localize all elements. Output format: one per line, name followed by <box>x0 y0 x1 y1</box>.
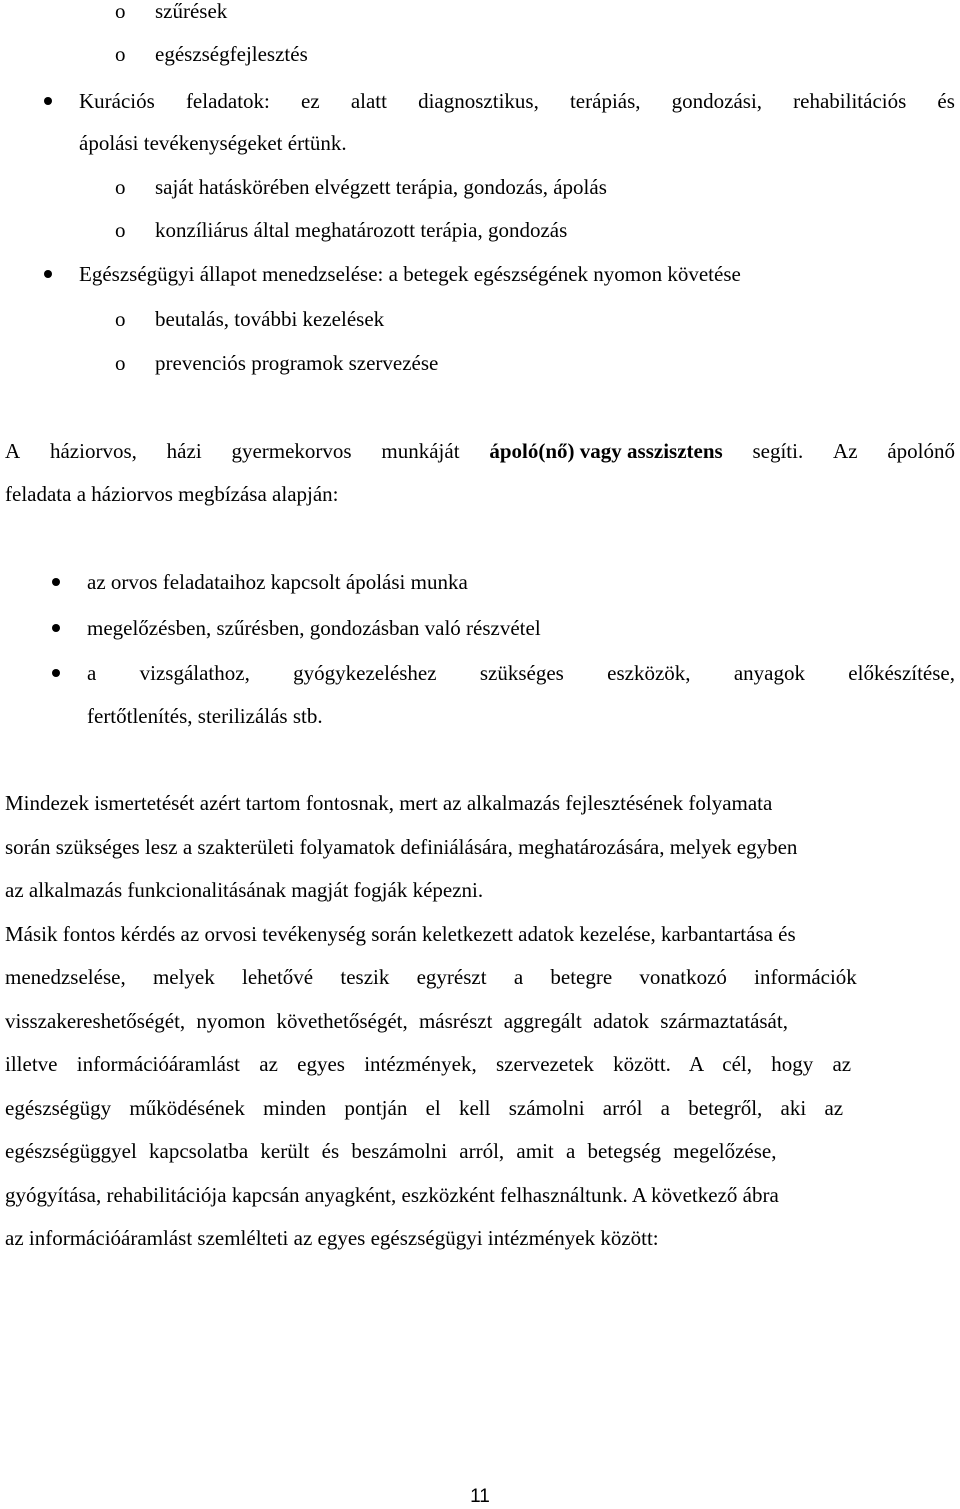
paragraph-line: illetve információáramlást az egyes intézmények, szervezetek között. A cél, hogy az <box>5 1052 852 1076</box>
bullet-icon <box>44 97 52 105</box>
paragraph-line: Mindezek ismertetését azért tartom fontosnak, mert az alkalmazás fejlesztésének folyamata <box>5 791 773 815</box>
bullet-icon <box>52 578 60 586</box>
sub-bullet-marker: o <box>115 218 126 242</box>
bullet-icon <box>52 669 60 677</box>
paragraph-line: A háziorvos, házi gyermekorvos munkáját ápoló(nő) vagy asszisztens segíti. Az ápolónő <box>5 439 955 463</box>
sub-bullet-marker: o <box>115 175 126 199</box>
paragraph-line: az információáramlást szemlélteti az egyes egészségügyi intézmények között: <box>5 1226 659 1250</box>
list-item-text: saját hatáskörében elvégzett terápia, gondozás, ápolás <box>155 175 607 199</box>
list-item-text: konzíliárus által meghatározott terápia, gondozás <box>155 218 568 242</box>
list-item-text: prevenciós programok szervezése <box>155 351 439 375</box>
list-item-text: beutalás, további kezelések <box>155 307 385 331</box>
paragraph-line: az alkalmazás funkcionalitásának magját fogják képezni. <box>5 878 484 902</box>
page-number: 11 <box>470 1486 490 1507</box>
sub-bullet-marker: o <box>115 351 126 375</box>
sub-bullet-marker: o <box>115 42 126 66</box>
bullet-icon <box>44 270 52 278</box>
list-item-text: szűrések <box>155 0 228 23</box>
list-item-text: Kurációs feladatok: ez alatt diagnosztikus, terápiás, gondozási, rehabilitációs és <box>79 89 955 113</box>
sub-bullet-marker: o <box>115 0 126 23</box>
list-item-text: Egészségügyi állapot menedzselése: a betegek egészségének nyomon követése <box>79 262 741 286</box>
list-item-text: a vizsgálathoz, gyógykezeléshez szükséges eszközök, anyagok előkészítése, <box>87 661 955 685</box>
paragraph-line: visszakereshetőségét, nyomon követhetőségét, másrészt aggregált adatok származtatását, <box>5 1009 788 1033</box>
paragraph-line: egészségügy működésének minden pontján el kell számolni arról a betegről, aki az <box>5 1096 844 1120</box>
bullet-icon <box>52 624 60 632</box>
paragraph-line: során szükséges lesz a szakterületi folyamatok definiálására, meghatározására, melyek egyben <box>5 835 798 859</box>
list-item-text: megelőzésben, szűrésben, gondozásban való részvétel <box>87 616 541 640</box>
paragraph-line: menedzselése, melyek lehetővé teszik egyrészt a betegre vonatkozó információk <box>5 965 857 989</box>
paragraph-line: gyógyítása, rehabilitációja kapcsán anyagként, eszközként felhasználtunk. A következő ábra <box>5 1183 779 1207</box>
paragraph-line: egészségüggyel kapcsolatba került és beszámolni arról, amit a betegség megelőzése, <box>5 1139 777 1163</box>
bold-text: ápoló(nő) vagy asszisztens <box>489 439 723 463</box>
sub-bullet-marker: o <box>115 307 126 331</box>
list-item-text: az orvos feladataihoz kapcsolt ápolási munka <box>87 570 468 594</box>
paragraph-line: feladata a háziorvos megbízása alapján: <box>5 482 339 506</box>
paragraph-line: Másik fontos kérdés az orvosi tevékenység során keletkezett adatok kezelése, karbantartása és <box>5 922 796 946</box>
list-item-text: egészségfejlesztés <box>155 42 308 66</box>
